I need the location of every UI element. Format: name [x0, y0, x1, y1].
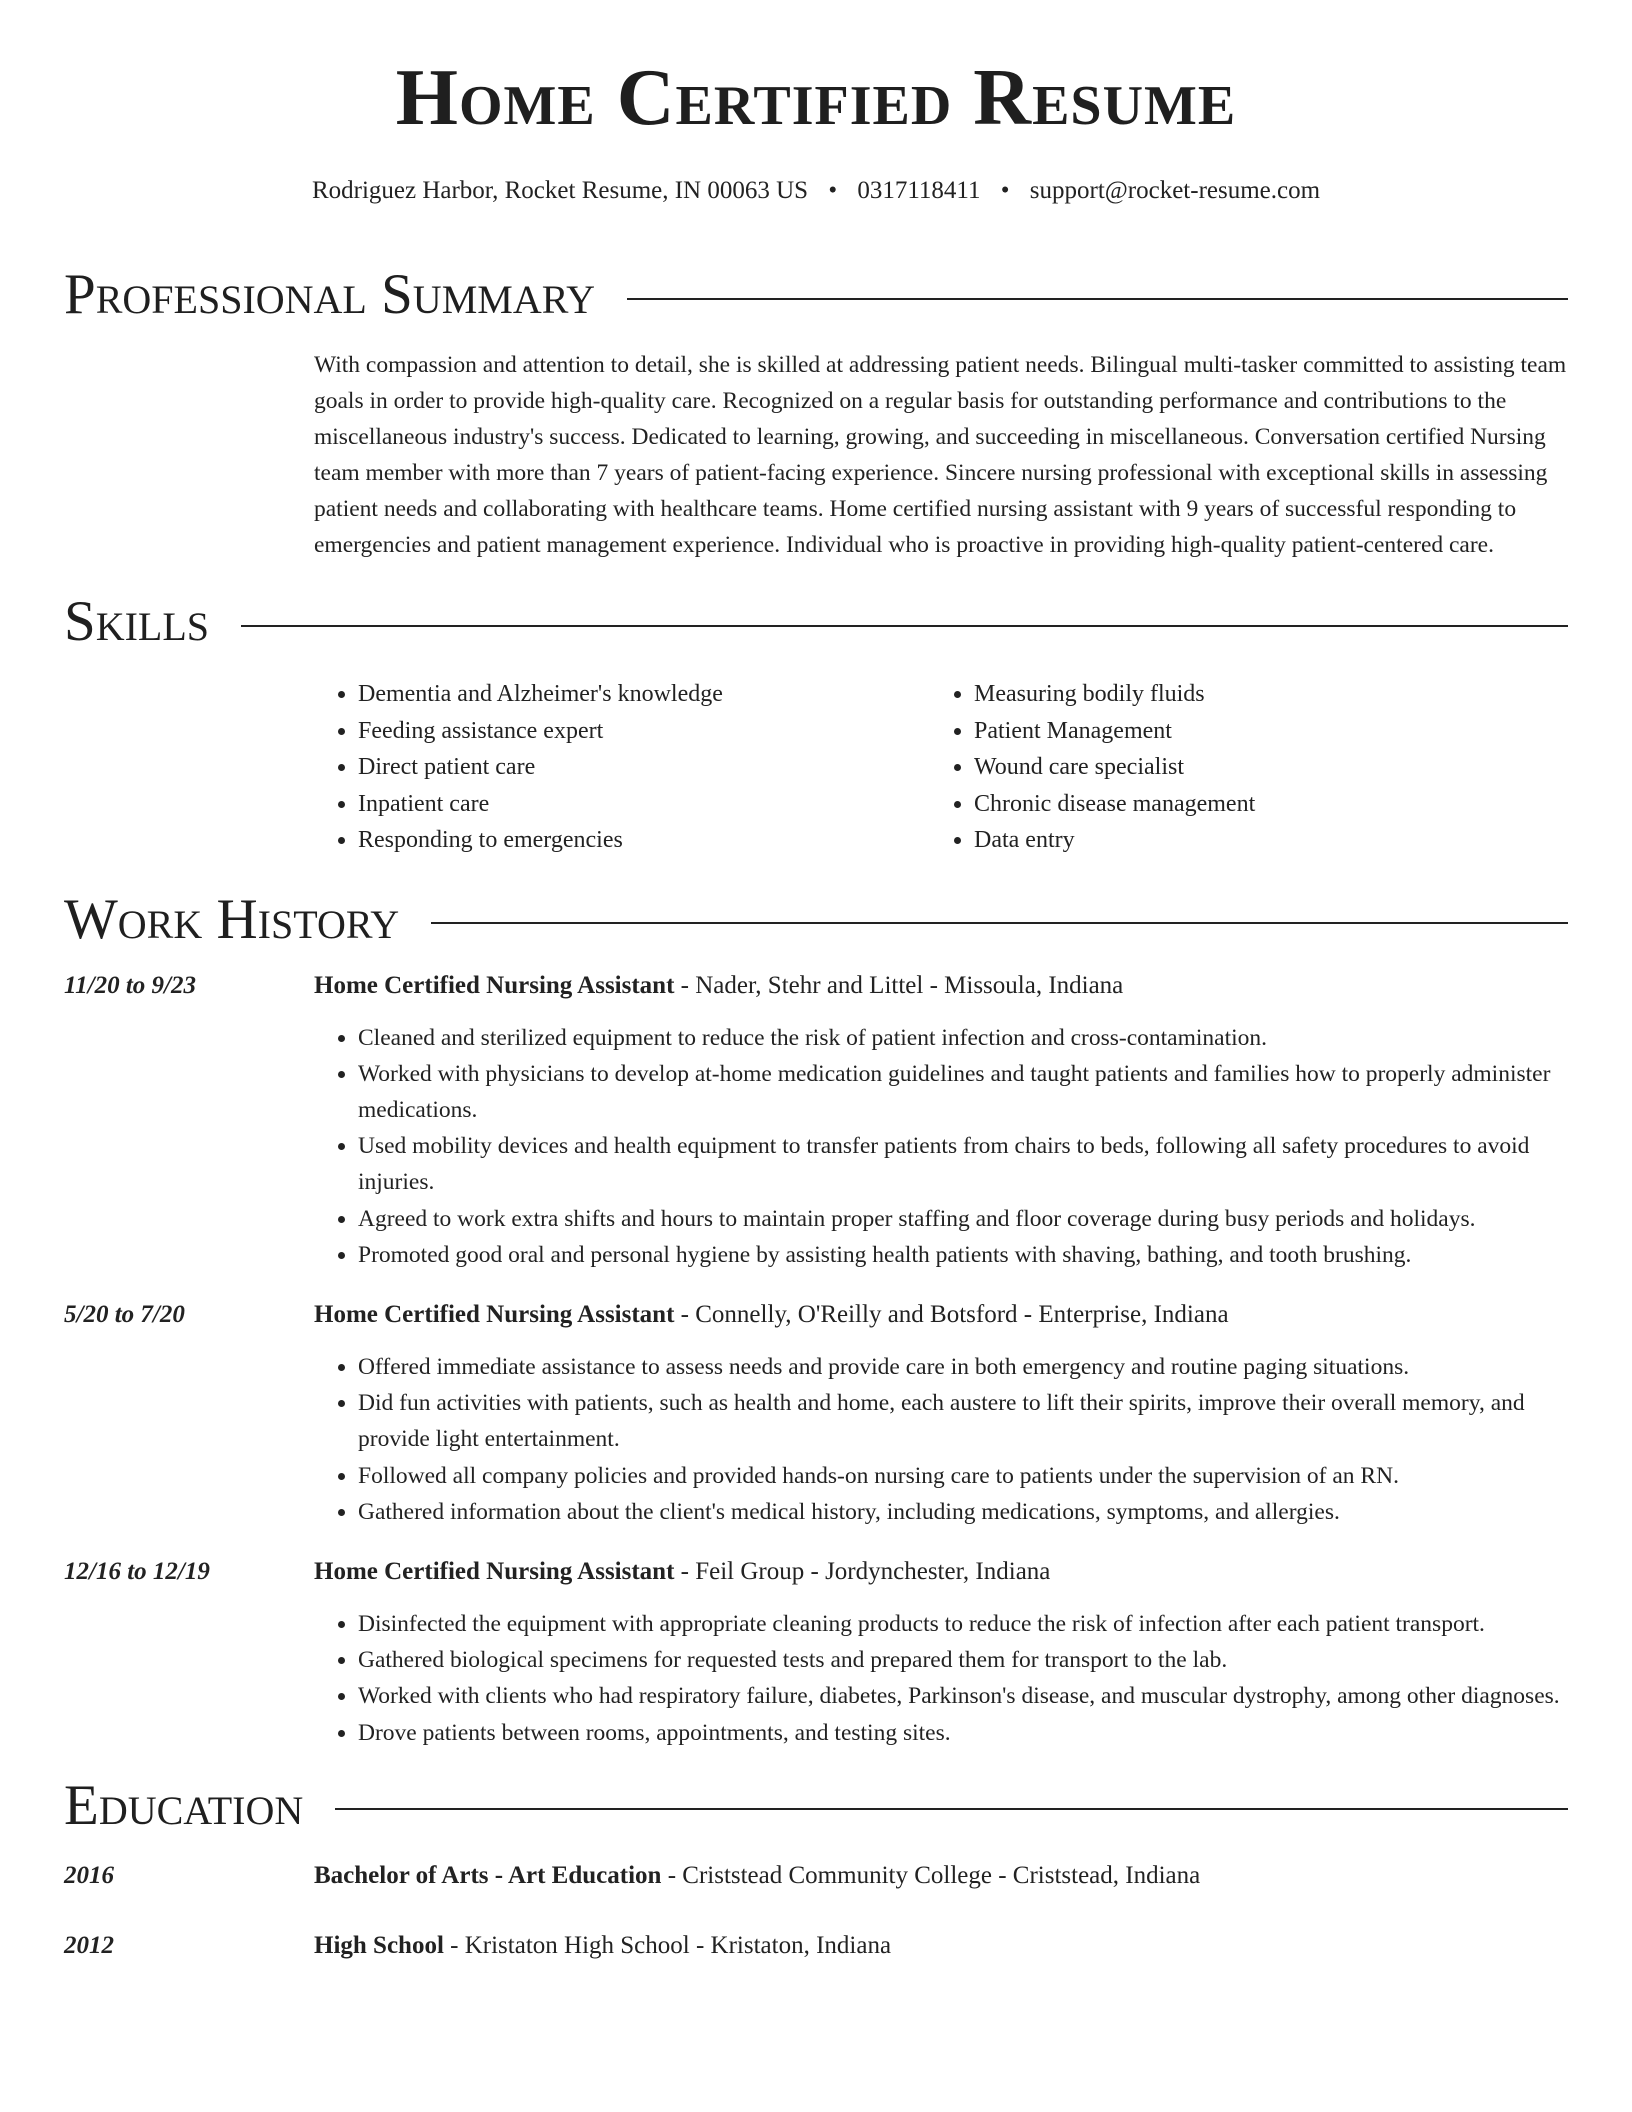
duty-item: • Worked with clients who had respiratory failure, diabetes, Parkinson's disease, and muscular dystrophy, among other diagnoses. [358, 1678, 1568, 1714]
skill-item: • Direct patient care [358, 749, 930, 786]
education-degree: Bachelor of Arts - Art Education [314, 1861, 662, 1889]
duty-item: • Used mobility devices and health equipment to transfer patients from chairs to beds, following all safety procedures to avoid injuries. [358, 1128, 1568, 1200]
job-title: Home Certified Nursing Assistant [314, 1300, 675, 1328]
education-year: 2012 [64, 1931, 114, 1959]
contact-email: support@rocket-resume.com [1029, 177, 1321, 204]
work-section-header [64, 887, 1568, 951]
education-degree: High School [314, 1931, 444, 1959]
section-divider [431, 922, 1568, 924]
contact-phone: 0317118411 [857, 177, 981, 204]
duty-item: • Offered immediate assistance to assess needs and provide care in both emergency and routine paging situations. [358, 1349, 1568, 1385]
skill-item: • Wound care specialist [974, 749, 1255, 786]
skill-item: • Patient Management [974, 713, 1255, 750]
job-entry [64, 1554, 1568, 1751]
job-dates: 11/20 to 9/23 [64, 971, 196, 999]
skills-list [314, 676, 1568, 859]
work-history-list [64, 968, 1568, 1751]
job-employer-location: - Feil Group - Jordynchester, Indiana [674, 1557, 1051, 1585]
job-title: Home Certified Nursing Assistant [314, 1557, 675, 1585]
job-header [314, 1297, 1568, 1333]
education-entry [64, 1858, 1568, 1894]
skills-column-right [930, 676, 1255, 859]
duty-item: • Worked with physicians to develop at-home medication guidelines and taught patients and families how to properly administer medications. [358, 1056, 1568, 1128]
resume-title: Home Certified Resume [395, 54, 1237, 142]
contact-separator: • [1000, 177, 1010, 204]
job-title: Home Certified Nursing Assistant [314, 971, 675, 999]
duty-item: • Followed all company policies and provided hands-on nursing care to patients under the supervision of an RN. [358, 1458, 1568, 1494]
job-dates: 12/16 to 12/19 [64, 1557, 210, 1585]
skill-item: • Inpatient care [358, 786, 930, 823]
duty-item: • Gathered information about the client's medical history, including medications, symptoms, and allergies. [358, 1494, 1568, 1530]
job-entry [64, 1297, 1568, 1530]
summary-heading: Professional Summary [64, 263, 596, 326]
section-divider [627, 298, 1568, 300]
contact-separator: • [828, 177, 838, 204]
education-school: - Criststead Community College - Criststead, Indiana [661, 1861, 1201, 1889]
education-year: 2016 [64, 1861, 114, 1889]
job-entry [64, 968, 1568, 1273]
duty-item: • Agreed to work extra shifts and hours to maintain proper staffing and floor coverage during busy periods and holidays. [358, 1201, 1568, 1237]
duty-item: • Cleaned and sterilized equipment to reduce the risk of patient infection and cross-contamination. [358, 1020, 1568, 1056]
summary-text: With compassion and attention to detail, she is skilled at addressing patient needs. Bilingual multi-tasker committed to assisting team goals in order to provide high-quality care. Recognized on a regular basis for outstanding performance and contributions to the miscellaneous industry's success. Dedicated to learning, growing, and succeeding in miscellaneous. Conversation certified Nursing team member with more than 7 years of patient-facing experience. Sincere nursing professional with exceptional skills in assessing patient needs and collaborating with healthcare teams. Home certified nursing assistant with 9 years of successful responding to emergencies and patient management experience. Individual who is proactive in providing high-quality patient-centered care. [314, 352, 1567, 558]
duty-item: • Promoted good oral and personal hygiene by assisting health patients with shaving, bathing, and tooth brushing. [358, 1237, 1568, 1273]
education-school: - Kristaton High School - Kristaton, Indiana [443, 1931, 892, 1959]
section-divider [335, 1808, 1568, 1810]
job-duties [314, 1349, 1568, 1530]
education-list [64, 1858, 1568, 1964]
skills-column-left [314, 676, 930, 859]
education-entry [64, 1928, 1568, 1964]
job-duties [314, 1020, 1568, 1273]
education-section-header [64, 1773, 1568, 1837]
skills-section-header [64, 590, 1568, 653]
education-info [314, 1858, 1200, 1894]
skill-item: • Chronic disease management [974, 786, 1255, 823]
skill-item: • Measuring bodily fluids [974, 676, 1255, 713]
education-info [314, 1928, 891, 1964]
skill-item: • Responding to emergencies [358, 822, 930, 859]
job-header [314, 968, 1568, 1004]
summary-section-header [64, 263, 1568, 326]
skill-item: • Dementia and Alzheimer's knowledge [358, 676, 930, 713]
skills-heading: Skills [64, 590, 210, 653]
duty-item: • Drove patients between rooms, appointments, and testing sites. [358, 1715, 1568, 1751]
job-header [314, 1554, 1568, 1590]
skill-item: • Data entry [974, 822, 1255, 859]
section-divider [241, 625, 1568, 627]
job-duties [314, 1606, 1568, 1751]
skill-item: • Feeding assistance expert [358, 713, 930, 750]
job-body [314, 968, 1568, 1273]
job-dates: 5/20 to 7/20 [64, 1300, 185, 1328]
work-heading: Work History [64, 887, 400, 951]
contact-address: Rodriguez Harbor, Rocket Resume, IN 00063 US [311, 177, 809, 204]
job-body [314, 1297, 1568, 1530]
job-employer-location: - Nader, Stehr and Littel - Missoula, Indiana [674, 971, 1124, 999]
contact-line [64, 176, 1568, 206]
duty-item: • Did fun activities with patients, such as health and home, each austere to lift their spirits, improve their overall memory, and provide light entertainment. [358, 1385, 1568, 1457]
job-employer-location: - Connelly, O'Reilly and Botsford - Enterprise, Indiana [674, 1300, 1229, 1328]
duty-item: • Gathered biological specimens for requested tests and prepared them for transport to the lab. [358, 1642, 1568, 1678]
education-heading: Education [64, 1773, 304, 1837]
duty-item: • Disinfected the equipment with appropriate cleaning products to reduce the risk of infection after each patient transport. [358, 1606, 1568, 1642]
job-body [314, 1554, 1568, 1751]
